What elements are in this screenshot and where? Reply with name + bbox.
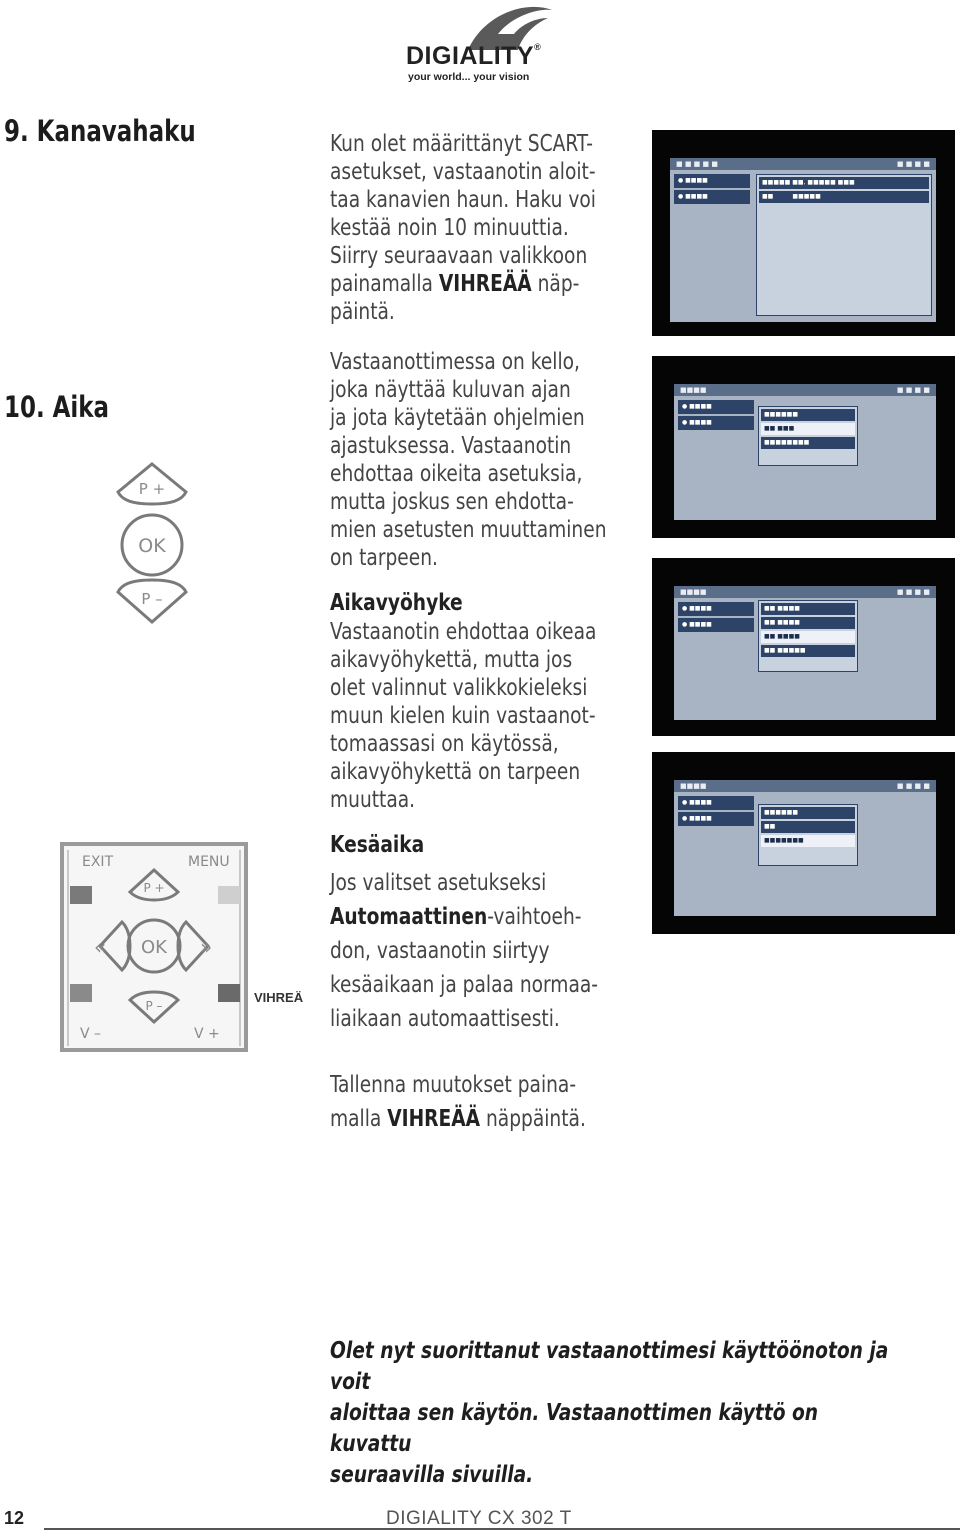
v-plus-label[interactable]: V + bbox=[194, 1026, 220, 1042]
logo-registered: ® bbox=[534, 42, 542, 52]
remote-key-panel bbox=[60, 842, 248, 1052]
timezone-heading: Aikavyöhyke bbox=[330, 590, 463, 616]
kanavahaku-text bbox=[330, 130, 627, 326]
panel-p-plus-label: P + bbox=[143, 881, 165, 895]
tv-screenshot-channel-search: ■ ■ ■ ■ ■ ■ ■ ■ ■ ● ■■■■ ● ■■■■ ■■■■■ ■■, ■■■■■ ■■■ ■■ ■■■■■ bbox=[652, 130, 955, 336]
save-text-part2: näppäintä. bbox=[480, 1106, 586, 1132]
p-minus-label: P – bbox=[141, 590, 163, 608]
timezone-text: Vastaanotin ehdottaa oikeaa aikavyöhykettä, mutta jos olet valinnut valikkokieleksi muun kielen kuin vastaanot- tomaassasi on käytössä, aikavyöhykettä on tarpeen muuttaa. bbox=[330, 619, 597, 813]
ok-label: OK bbox=[138, 535, 166, 557]
v-minus-label[interactable]: V – bbox=[80, 1026, 102, 1042]
logo-brand: DIGIALITY bbox=[406, 42, 535, 70]
panel-p-minus-label: P – bbox=[145, 999, 163, 1013]
digiality-logo bbox=[404, 4, 564, 84]
kanavahaku-text-before: Kun olet määrittänyt SCART- asetukset, vastaanotin aloit- taa kanavien haun. Haku voi kestää noin 10 minuuttia. Siirry seuraavaan valikkoon painamalla bbox=[330, 131, 596, 297]
p-plus-label: P + bbox=[138, 480, 166, 498]
closing-note: Olet nyt suorittanut vastaanottimesi käyttöönoton ja voit aloittaa sen käytön. Vastaanottimen käyttö on kuvattu seuraavilla sivuilla. bbox=[330, 1338, 889, 1488]
red-key[interactable] bbox=[70, 886, 92, 904]
dst-heading: Kesäaika bbox=[330, 832, 425, 858]
save-green-key-label: VIHREÄÄ bbox=[387, 1106, 481, 1132]
green-key[interactable] bbox=[218, 984, 240, 1002]
save-text-part1: Tallenna muutokset paina- malla bbox=[330, 1072, 577, 1132]
kanavahaku-text-after: näp- päintä. bbox=[330, 271, 580, 325]
aika-intro-text: Vastaanottimessa on kello, joka näyttää kuluvan ajan ja jota käytetään ohjelmien ajastuksessa. Vastaanotin ehdottaa oikeita asetuksia, mutta joskus sen ehdotta- mien asetusten muuttaminen on tarpeen. bbox=[330, 349, 607, 571]
right-arrows-icon: » bbox=[200, 935, 213, 959]
tv-screenshot-dst-settings: ■■■■ ■ ■ ■ ■ ● ■■■■ ● ■■■■ ■■■■■■ ■■ ■■■■■■■ bbox=[652, 752, 955, 934]
tv-screenshot-timezone-list: ■■■■ ■ ■ ■ ■ ● ■■■■ ● ■■■■ ■■ ■■■■ ■■ ■■■■ ■■ ■■■■ ■■ ■■■■■ bbox=[652, 558, 955, 736]
exit-label[interactable]: EXIT bbox=[82, 854, 114, 870]
p-plus-key[interactable] bbox=[118, 464, 186, 504]
left-arrows-icon: « bbox=[94, 935, 107, 959]
save-text bbox=[330, 1068, 627, 1136]
menu-label[interactable]: MENU bbox=[188, 854, 230, 870]
dst-text-part1: Jos valitset asetukseksi bbox=[330, 870, 547, 896]
green-key-caption: VIHREÄ bbox=[254, 990, 304, 1005]
p-minus-key[interactable] bbox=[118, 580, 186, 622]
document-title: DIGIALITY CX 302 T bbox=[386, 1508, 572, 1529]
panel-ok-label: OK bbox=[141, 937, 167, 958]
section-title-aika: 10. Aika bbox=[4, 390, 110, 424]
logo-tagline: your world... your vision bbox=[408, 71, 530, 83]
dst-option-label: Automaattinen bbox=[330, 904, 488, 930]
green-key-label: VIHREÄÄ bbox=[438, 271, 532, 297]
dst-text-part2: -vaihtoeh- don, vastaanotin siirtyy kesäaikaan ja palaa normaa- liaikaan automaattisesti. bbox=[330, 904, 598, 1032]
dst-text bbox=[330, 866, 627, 1036]
ok-key[interactable] bbox=[122, 515, 182, 575]
remote-navigation-cluster bbox=[112, 458, 192, 634]
section-title-kanavahaku: 9. Kanavahaku bbox=[4, 114, 196, 148]
page-number: 12 bbox=[4, 1508, 25, 1528]
green-key-top[interactable] bbox=[218, 886, 240, 904]
yellow-key[interactable] bbox=[70, 984, 92, 1002]
tv-screenshot-time-settings: ■■■■ ■ ■ ■ ■ ● ■■■■ ● ■■■■ ■■■■■■ ■■ ■■■ ■■■■■■■■ bbox=[652, 356, 955, 538]
